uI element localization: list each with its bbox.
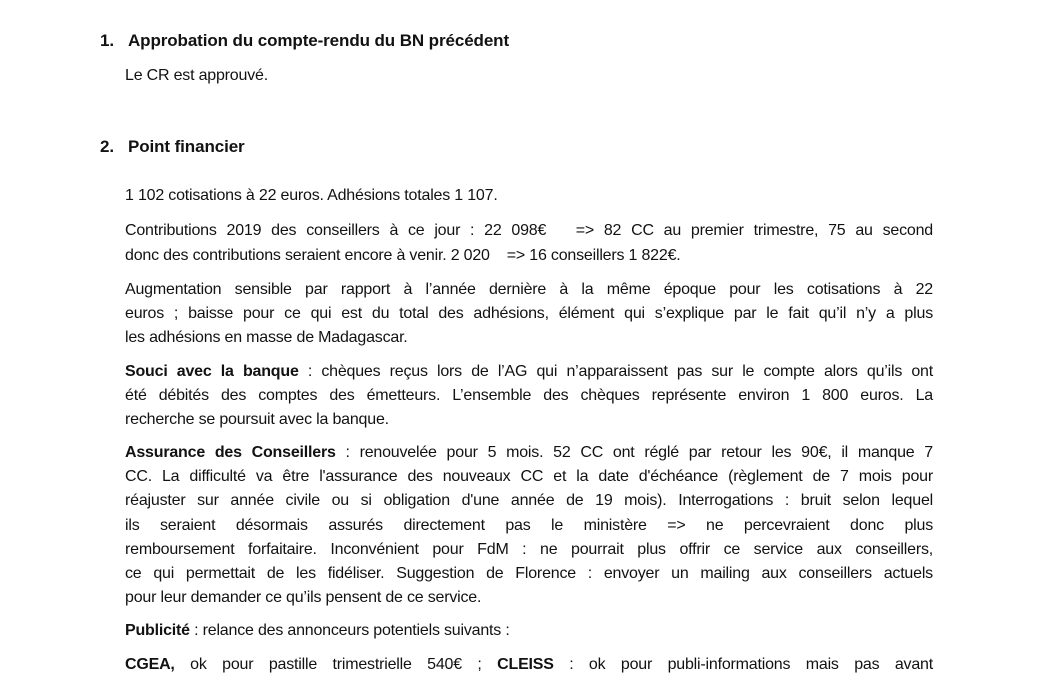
text-run: : ok pour publi-informations mais pas avant [553,656,933,674]
text-line [125,562,933,586]
text-run: ce qui permettait de les fidéliser. Suggestion de Florence : envoyer un mailing aux conseillers actuels [125,565,933,583]
text-line [125,278,933,302]
bold-text-run: CGEA, [125,656,175,674]
section-2-title: Point financier [128,137,245,156]
text-line [125,619,933,643]
section-1-title: Approbation du compte-rendu du BN précédent [128,31,510,50]
text-line [125,441,933,465]
bold-text-run: CLEISS [497,656,554,674]
bold-text-run: Publicité [125,621,190,639]
bold-text-run: Assurance des Conseillers [125,443,336,461]
text-line [125,586,933,610]
text-run: donc des contributions seraient encore à venir. 2 020 => 16 conseillers 1 822€. [125,246,681,264]
text-line [125,489,933,513]
paragraph-adhesions [125,184,933,208]
text-line [125,302,933,326]
text-line [125,384,933,408]
text-run: euros ; baisse pour ce qui est du total des adhésions, élément qui s’explique par le fait qu’il n’y a plus [125,305,933,323]
text-line [125,360,933,384]
section-1-heading [100,29,933,53]
section-2-paragraphs [125,184,933,677]
text-run: CC. La difficulté va être l'assurance des nouveaux CC et la date d'échéance (règlement de 7 mois pour [125,467,933,485]
section-1-number: 1. [100,31,114,50]
paragraph-contributions [125,219,933,268]
text-run: recherche se poursuit avec la banque. [125,411,389,429]
text-run: Augmentation sensible par rapport à l’année dernière à la même époque pour les cotisations à 22 [125,280,933,298]
text-run: Contributions 2019 des conseillers à ce jour : 22 098€ => 82 CC au premier trimestre, 75 au second [125,222,933,240]
text-line [125,514,933,538]
text-run: ok pour pastille trimestrielle 540€ ; [174,656,498,674]
section-1-body: Le CR est approuvé. [125,67,268,84]
document-content [100,0,933,677]
paragraph-banque [125,360,933,433]
text-run: : relance des annonceurs potentiels suivants : [189,621,510,639]
text-run: les adhésions en masse de Madagascar. [125,329,408,347]
text-run: : renouvelée pour 5 mois. 52 CC ont réglé par retour les 90€, il manque 7 [335,443,933,461]
paragraph-publicite [125,619,933,643]
text-line [125,465,933,489]
paragraph-annonceurs [125,653,933,677]
text-line [125,408,933,432]
text-run: ils seraient désormais assurés directement pas le ministère => ne percevraient donc plus [125,516,933,534]
section-2-number: 2. [100,137,114,156]
section-2-heading [100,135,933,159]
text-run: remboursement forfaitaire. Inconvénient pour FdM : ne pourrait plus offrir ce service aux conseillers, [125,540,933,558]
text-run: : chèques reçus lors de l’AG qui n’apparaissent pas sur le compte alors qu’ils ont [298,362,933,380]
text-run: été débités des comptes des émetteurs. L’ensemble des chèques représente environ 1 800 euros. La [125,387,933,405]
text-run: réajuster sur année civile ou si obligation d'une année de 19 mois). Interrogations : bruit selon lequel [125,492,933,510]
text-line [125,219,933,243]
text-line [125,653,933,677]
paragraph-augmentation [125,278,933,351]
text-line [125,326,933,350]
text-run: pour leur demander ce qu’ils pensent de ce service. [125,589,482,607]
text-line [125,538,933,562]
text-line [125,184,933,208]
text-run: 1 102 cotisations à 22 euros. Adhésions totales 1 107. [125,187,498,204]
text-line [125,244,933,268]
bold-text-run: Souci avec la banque [125,362,299,380]
paragraph-assurance [125,441,933,611]
